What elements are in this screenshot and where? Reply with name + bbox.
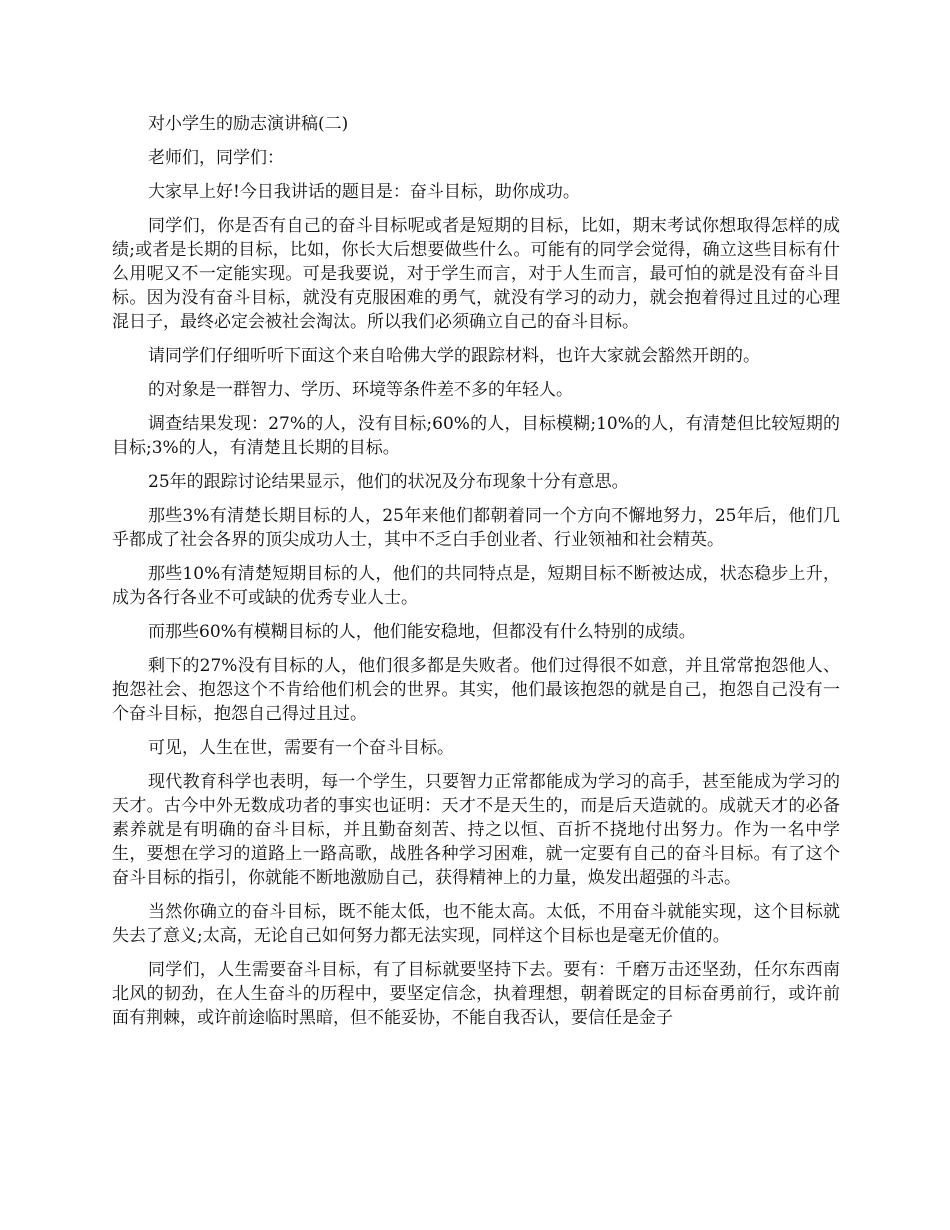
paragraph: 25年的跟踪讨论结果显示，他们的状况及分布现象十分有意思。	[148, 472, 629, 492]
paragraph: 请同学们仔细听听下面这个来自哈佛大学的跟踪材料，也许大家就会豁然开朗的。	[148, 346, 760, 366]
paragraph: 调查结果发现：27%的人，没有目标;60%的人，目标模糊;10%的人，有清楚但比较短期的目标;3%的人，有清楚且长期的目标。	[112, 414, 840, 458]
paragraph: 的对象是一群智力、学历、环境等条件差不多的年轻人。	[148, 380, 573, 400]
paragraph: 可见，人生在世，需要有一个奋斗目标。	[148, 738, 454, 758]
paragraph: 同学们，人生需要奋斗目标，有了目标就要坚持下去。要有：千磨万击还坚劲，任尔东西南北风的韧劲，在人生奋斗的历程中，要坚定信念，执着理想，朝着既定的目标奋勇前行，或许前面有荆棘，或许前途临时黑暗，但不能妥协，不能自我否认，要信任是金子	[112, 960, 840, 1028]
paragraph-opening: 大家早上好!今日我讲话的题目是：奋斗目标，助你成功。	[148, 182, 580, 202]
document-body	[112, 112, 840, 1040]
paragraph-greeting: 老师们，同学们：	[148, 148, 284, 168]
paragraph: 而那些60%有模糊目标的人，他们能安稳地，但都没有什么特别的成绩。	[148, 622, 696, 642]
document-title: 对小学生的励志演讲稿(二)	[148, 114, 349, 134]
paragraph: 当然你确立的奋斗目标，既不能太低，也不能太高。太低，不用奋斗就能实现，这个目标就失去了意义;太高，无论自己如何努力都无法实现，同样这个目标也是毫无价值的。	[112, 902, 840, 946]
paragraph: 那些10%有清楚短期目标的人，他们的共同特点是，短期目标不断被达成，状态稳步上升，成为各行各业不可或缺的优秀专业人士。	[112, 564, 840, 608]
paragraph: 同学们，你是否有自己的奋斗目标呢或者是短期的目标，比如，期末考试你想取得怎样的成绩;或者是长期的目标，比如，你长大后想要做些什么。可能有的同学会觉得，确立这些目标有什么用呢又不一定能实现。可是我要说，对于学生而言，对于人生而言，最可怕的就是没有奋斗目标。因为没有奋斗目标，就没有克服困难的勇气，就没有学习的动力，就会抱着得过且过的心理混日子，最终必定会被社会淘汰。所以我们必须确立自己的奋斗目标。	[112, 216, 840, 332]
paragraph: 那些3%有清楚长期目标的人，25年来他们都朝着同一个方向不懈地努力，25年后，他们几乎都成了社会各界的顶尖成功人士，其中不乏白手创业者、行业领袖和社会精英。	[112, 506, 840, 550]
paragraph: 剩下的27%没有目标的人，他们很多都是失败者。他们过得很不如意，并且常常抱怨他人、抱怨社会、抱怨这个不肯给他们机会的世界。其实，他们最该抱怨的就是自己，抱怨自己没有一个奋斗目标，抱怨自己得过且过。	[112, 656, 840, 724]
paragraph: 现代教育科学也表明，每一个学生，只要智力正常都能成为学习的高手，甚至能成为学习的天才。古今中外无数成功者的事实也证明：天才不是天生的，而是后天造就的。成就天才的必备素养就是有明确的奋斗目标，并且勤奋刻苦、持之以恒、百折不挠地付出努力。作为一名中学生，要想在学习的道路上一路高歌，战胜各种学习困难，就一定要有自己的奋斗目标。有了这个奋斗目标的指引，你就能不断地激励自己，获得精神上的力量，焕发出超强的斗志。	[112, 772, 840, 888]
